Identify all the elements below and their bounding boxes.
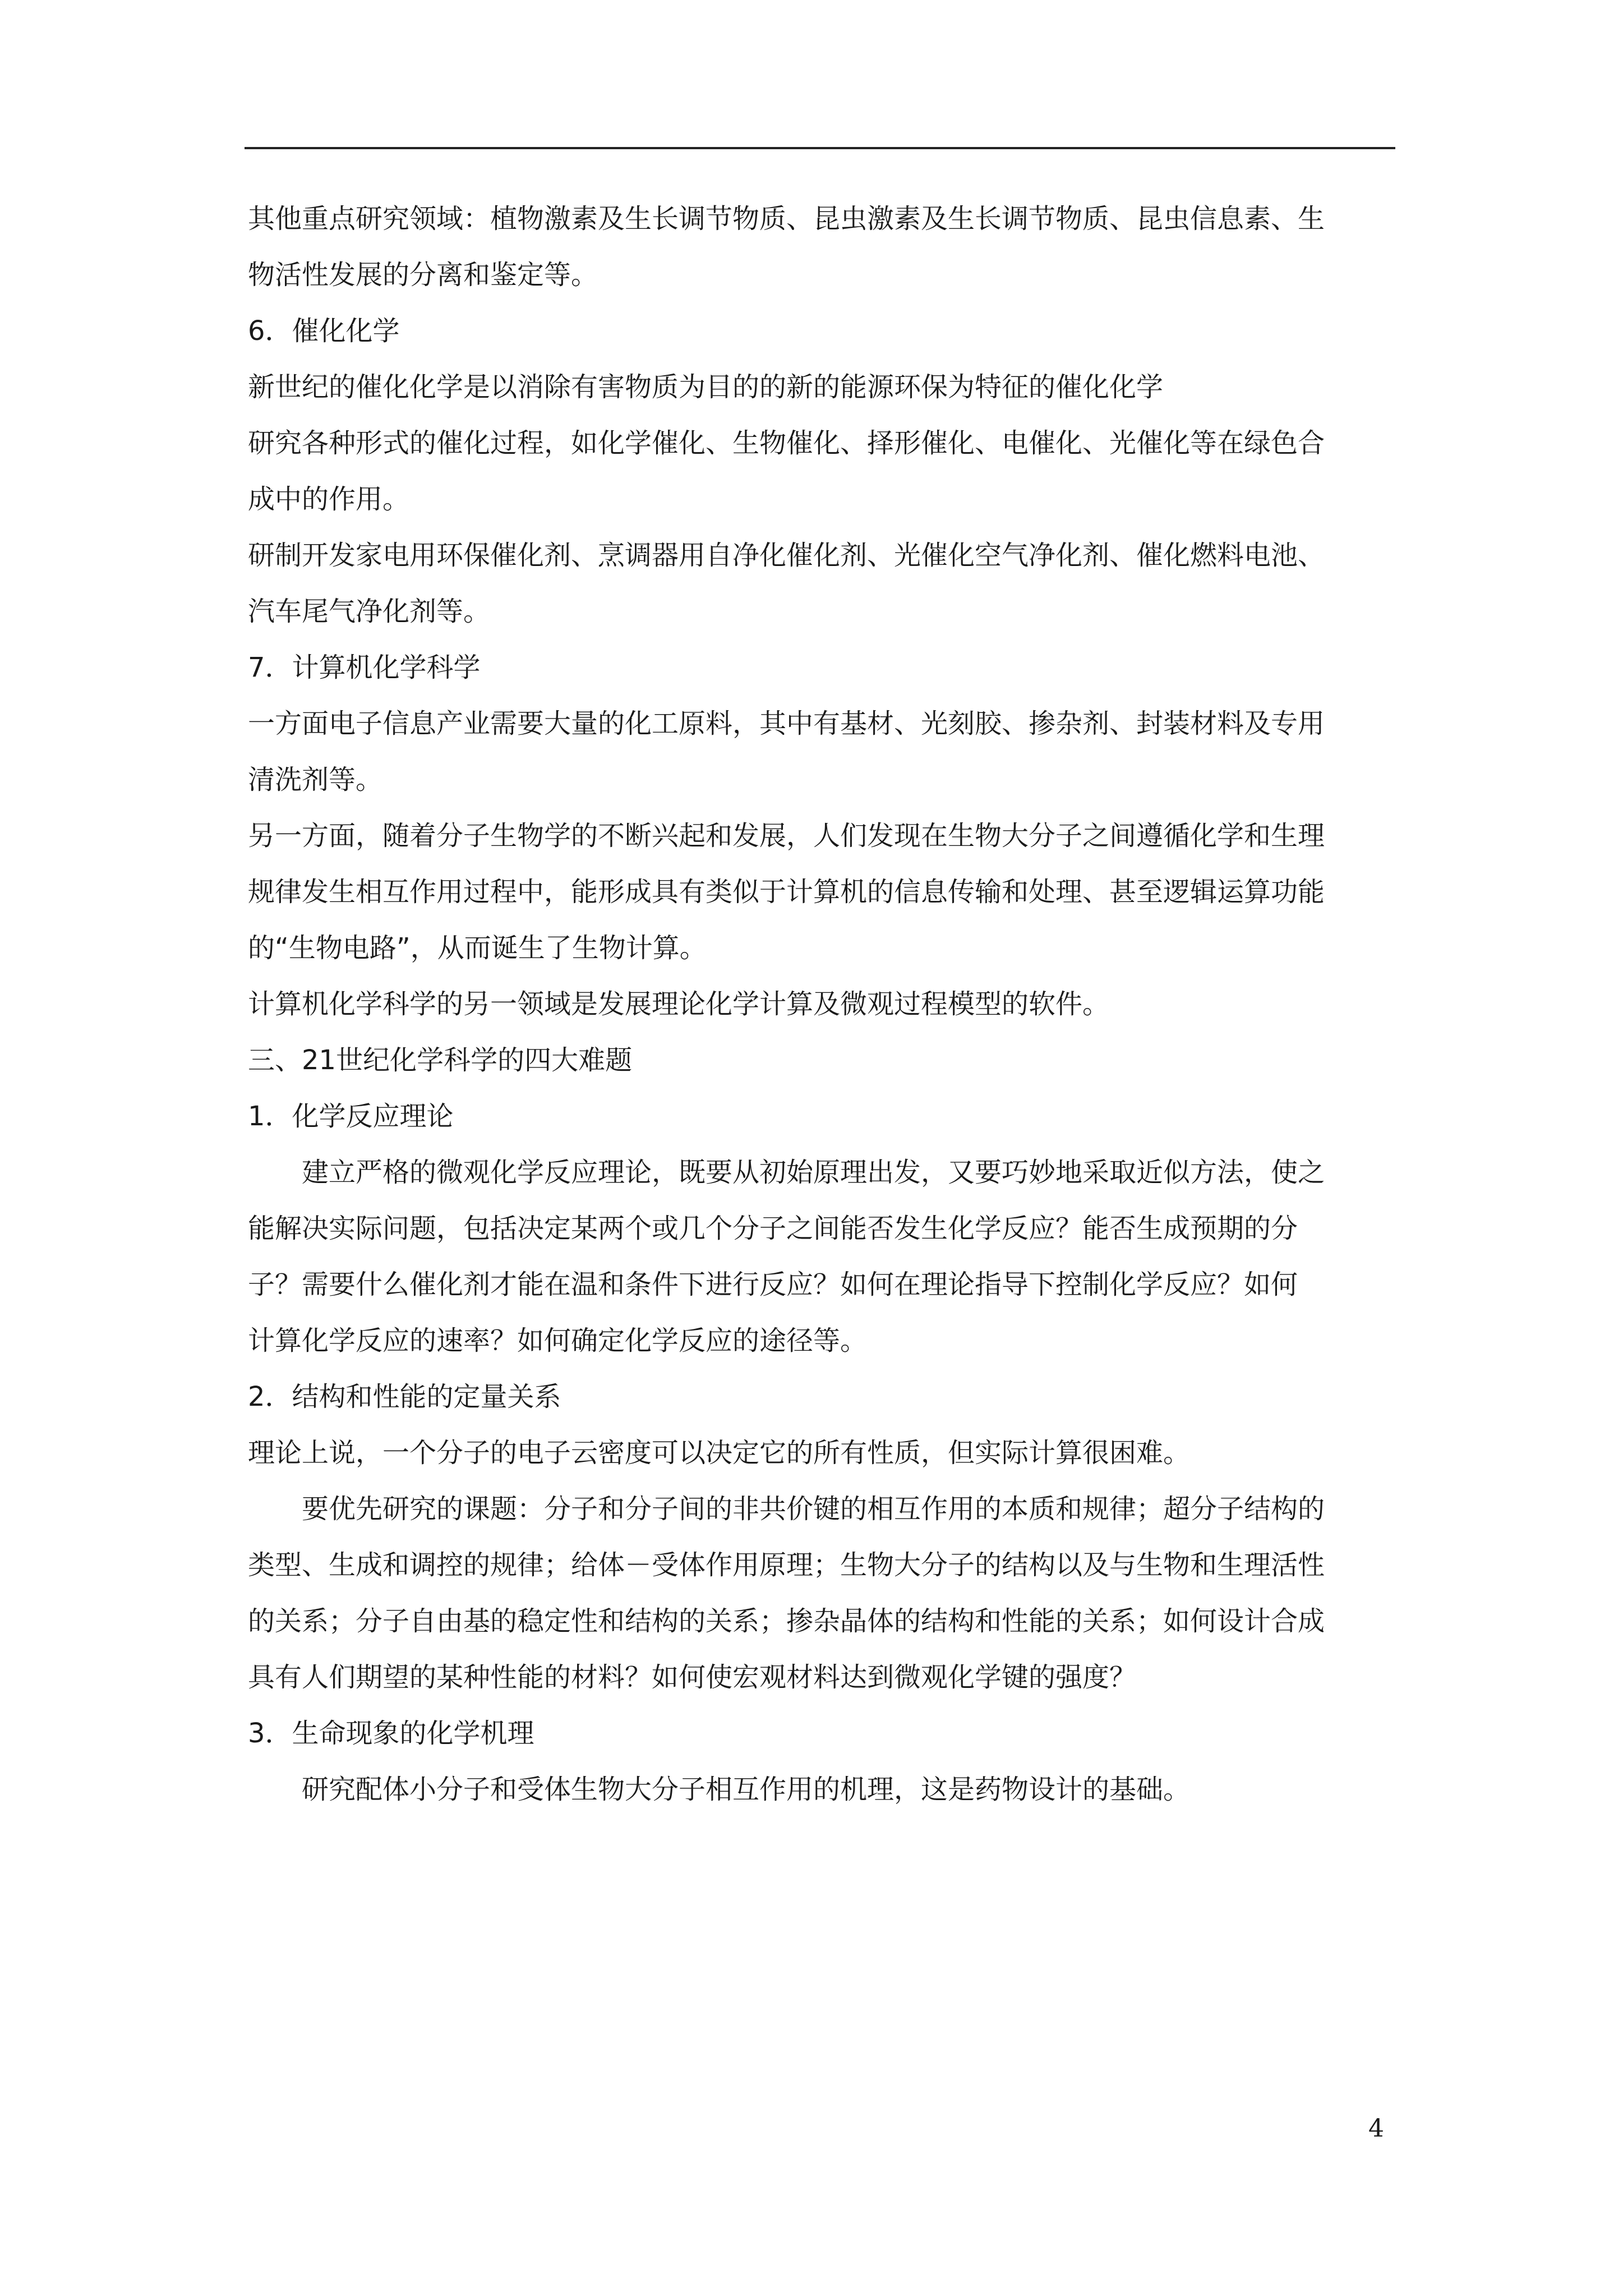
- text-line: 能解决实际问题，包括决定某两个或几个分子之间能否发生化学反应？能否生成预期的分: [248, 1213, 1298, 1244]
- section-heading: 7．计算机化学科学: [248, 652, 481, 683]
- text-line: 新世纪的催化化学是以消除有害物质为目的的新的能源环保为特征的催化化学: [248, 371, 1164, 403]
- text-line: 其他重点研究领域：植物激素及生长调节物质、昆虫激素及生长调节物质、昆虫信息素、生: [248, 203, 1325, 234]
- text-line: 理论上说，一个分子的电子云密度可以决定它的所有性质，但实际计算很困难。: [248, 1437, 1191, 1469]
- section-heading: 6．催化化学: [248, 315, 400, 347]
- text-line: 具有人们期望的某种性能的材料？如何使宏观材料达到微观化学键的强度？: [248, 1662, 1137, 1693]
- section-heading: 三、21世纪化学科学的四大难题: [248, 1045, 633, 1076]
- text-line: 成中的作用。: [248, 484, 410, 515]
- text-line: 研制开发家电用环保催化剂、烹调器用自净化催化剂、光催化空气净化剂、催化燃料电池、: [248, 540, 1325, 571]
- text-line: 的“生物电路”，从而诞生了生物计算。: [248, 932, 707, 964]
- page-number: 4: [1368, 2114, 1384, 2143]
- text-line: 物活性发展的分离和鉴定等。: [248, 259, 598, 291]
- header-rule: [245, 147, 1395, 149]
- text-line: 的关系；分子自由基的稳定性和结构的关系；掺杂晶体的结构和性能的关系；如何设计合成: [248, 1605, 1325, 1637]
- text-line: 计算机化学科学的另一领域是发展理论化学计算及微观过程模型的软件。: [248, 988, 1110, 1020]
- section-heading: 3．生命现象的化学机理: [248, 1718, 534, 1749]
- text-line: 清洗剂等。: [248, 764, 383, 795]
- section-heading: 1．化学反应理论: [248, 1101, 454, 1132]
- text-line: 汽车尾气净化剂等。: [248, 596, 491, 627]
- text-line: 计算化学反应的速率？如何确定化学反应的途径等。: [248, 1325, 868, 1356]
- text-line: 规律发生相互作用过程中，能形成具有类似于计算机的信息传输和处理、甚至逻辑运算功能: [248, 876, 1325, 908]
- text-line: 研究各种形式的催化过程，如化学催化、生物催化、择形催化、电催化、光催化等在绿色合: [248, 427, 1325, 459]
- text-line: 子？需要什么催化剂才能在温和条件下进行反应？如何在理论指导下控制化学反应？如何: [248, 1269, 1298, 1300]
- text-line: 研究配体小分子和受体生物大分子相互作用的机理，这是药物设计的基础。: [302, 1774, 1191, 1805]
- text-line: 要优先研究的课题：分子和分子间的非共价键的相互作用的本质和规律；超分子结构的: [302, 1493, 1325, 1525]
- text-line: 另一方面，随着分子生物学的不断兴起和发展，人们发现在生物大分子之间遵循化学和生理: [248, 820, 1325, 852]
- text-line: 建立严格的微观化学反应理论，既要从初始原理出发，又要巧妙地采取近似方法，使之: [302, 1157, 1325, 1188]
- text-line: 类型、生成和调控的规律；给体－受体作用原理；生物大分子的结构以及与生物和生理活性: [248, 1549, 1325, 1581]
- text-line: 一方面电子信息产业需要大量的化工原料，其中有基材、光刻胶、掺杂剂、封装材料及专用: [248, 708, 1325, 739]
- section-heading: 2．结构和性能的定量关系: [248, 1381, 561, 1412]
